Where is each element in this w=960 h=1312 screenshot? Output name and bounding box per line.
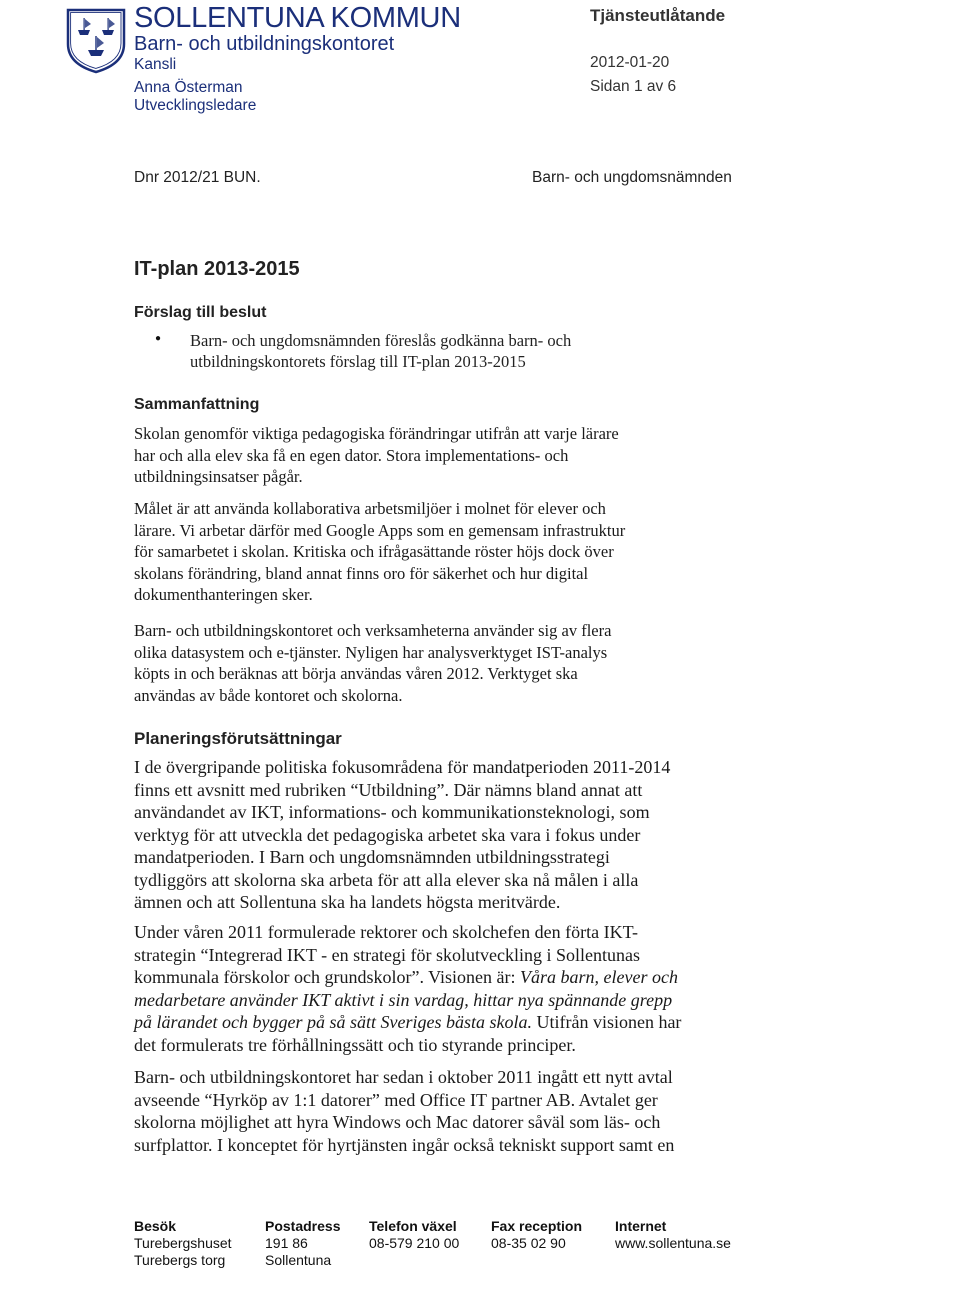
text-line: för samarbetet i skolan. Kritiska och ifrågasättande röster höjs dock över <box>134 542 614 561</box>
addressee: Barn- och ungdomsnämnden <box>532 169 732 186</box>
author-name: Anna Österman <box>134 79 243 96</box>
text-line <box>134 966 734 989</box>
summary-paragraph-3 <box>134 620 734 706</box>
footer-value: 08-579 210 00 <box>369 1235 460 1251</box>
text-line: avseende “Hyrköp av 1:1 datorer” med Office IT partner AB. Avtalet ger <box>134 1089 658 1110</box>
footer-value: Turebergs torg <box>134 1252 226 1268</box>
planning-paragraph-3 <box>134 1066 734 1156</box>
registration-number: Dnr 2012/21 BUN. <box>134 169 261 186</box>
heading-planering: Planeringsförutsättningar <box>134 729 342 748</box>
document-type: Tjänsteutlåtande <box>590 6 726 25</box>
footer-value: 08-35 02 90 <box>491 1235 566 1251</box>
text-line: olika datasystem och e-tjänster. Nyligen har analysverktyget IST-analys <box>134 642 608 662</box>
footer-internet <box>615 1218 731 1252</box>
vision-quote: Våra barn, elever och <box>520 967 678 987</box>
footer-label: Telefon växel <box>369 1218 457 1234</box>
footer-phone <box>369 1218 459 1252</box>
text-line: ämnen och att Sollentuna ska ha landets högsta meritvärde. <box>134 892 561 912</box>
footer-value: Sollentuna <box>265 1252 332 1268</box>
document-date: 2012-01-20 <box>590 54 670 71</box>
text-line: skolorna möjlighet att hyra Windows och Mac datorer såväl som läs- och <box>134 1112 661 1132</box>
planning-paragraph-2 <box>134 921 734 1056</box>
heading-forslag: Förslag till beslut <box>134 304 267 321</box>
text-line: Skolan genomför viktiga pedagogiska förändringar utifrån att varje lärare <box>134 424 619 443</box>
vision-quote: på lärandet och bygger på så sätt Sveriges bästa skola. <box>134 1012 532 1032</box>
bullet-line: Barn- och ungdomsnämnden föreslås godkänna barn- och <box>190 331 572 350</box>
footer-label: Besök <box>134 1218 177 1234</box>
org-name: SOLLENTUNA KOMMUN <box>134 2 461 34</box>
text-line: det formulerats tre förhållningssätt och tio styrande principer. <box>134 1034 576 1055</box>
text-line: finns ett avsnitt med rubriken “Utbildning”. Där nämns bland annat att <box>134 779 643 800</box>
page-indicator: Sidan 1 av 6 <box>590 78 677 95</box>
text-line: tydliggörs att skolorna ska arbeta för att alla elever ska nå målen i alla <box>134 869 639 890</box>
page-title: IT-plan 2013-2015 <box>134 258 300 280</box>
footer-value: Turebergshuset <box>134 1235 232 1251</box>
org-department: Barn- och utbildningskontoret <box>134 33 395 55</box>
text-line: surfplattor. I konceptet för hyrtjänsten ingår också tekniskt support samt en <box>134 1134 675 1155</box>
text-line: Barn- och utbildningskontoret har sedan i oktober 2011 ingått ett nytt avtal <box>134 1067 673 1087</box>
author-role: Utvecklingsledare <box>134 97 257 114</box>
text-line <box>134 1011 734 1034</box>
text-line: lärare. Vi arbetar därför med Google Apps som en gemensam infrastruktur <box>134 520 626 540</box>
municipal-crest-logo <box>64 6 128 74</box>
footer-visit <box>134 1218 232 1269</box>
text-line: användas av både kontoret och skolorna. <box>134 685 403 705</box>
footer-postal <box>265 1218 340 1269</box>
text-line: köpts in och beräknas att börja användas våren 2012. Verktyget ska <box>134 664 578 683</box>
text-line: verktyg för att utveckla det pedagogiska arbetet ska vara i fokus under <box>134 824 641 845</box>
text-line: Under våren 2011 formulerade rektorer och skolchefen den förta IKT- <box>134 922 638 942</box>
text-line: dokumenthanteringen sker. <box>134 585 313 604</box>
text-line: Målet är att använda kollaborativa arbetsmiljöer i molnet för elever och <box>134 499 606 518</box>
footer-fax <box>491 1218 582 1252</box>
text-line: I de övergripande politiska fokusområdena för mandatperioden 2011-2014 <box>134 757 671 777</box>
summary-paragraph-2 <box>134 498 734 606</box>
text-run: kommunala förskolor och grundskolor”. Visionen är: <box>134 967 521 987</box>
bullet-icon: ● <box>155 333 162 344</box>
summary-paragraph-1 <box>134 423 734 488</box>
footer-label: Postadress <box>265 1218 341 1234</box>
vision-quote: medarbetare använder IKT aktivt i sin vardag, hittar nya spännande grepp <box>134 989 673 1010</box>
text-run: Utifrån visionen har <box>531 1012 682 1032</box>
org-unit: Kansli <box>134 56 177 73</box>
text-line: strategin “Integrerad IKT - en strategi för skolutveckling i Sollentunas <box>134 944 641 965</box>
heading-sammanfattning: Sammanfattning <box>134 396 260 413</box>
text-line: har och alla elev ska få en egen dator. Stora implementations- och <box>134 445 569 465</box>
decision-bullet <box>190 330 690 372</box>
footer-label: Fax reception <box>491 1218 583 1234</box>
footer-value: 191 86 <box>265 1235 308 1251</box>
planning-paragraph-1 <box>134 756 734 914</box>
text-line: Barn- och utbildningskontoret och verksamheterna använder sig av flera <box>134 621 612 640</box>
text-line: mandatperioden. I Barn och ungdomsnämnden utbildningsstrategi <box>134 847 610 867</box>
text-line: utbildningsinsatser pågår. <box>134 467 303 486</box>
bullet-line: utbildningskontorets förslag till IT-plan 2013-2015 <box>190 352 526 371</box>
text-line: användandet av IKT, informations- och kommunikationsteknologi, som <box>134 802 650 822</box>
text-line: skolans förändring, bland annat finns oro för säkerhet och hur digital <box>134 563 589 583</box>
website-link[interactable]: www.sollentuna.se <box>615 1235 731 1251</box>
footer-label: Internet <box>615 1218 667 1234</box>
